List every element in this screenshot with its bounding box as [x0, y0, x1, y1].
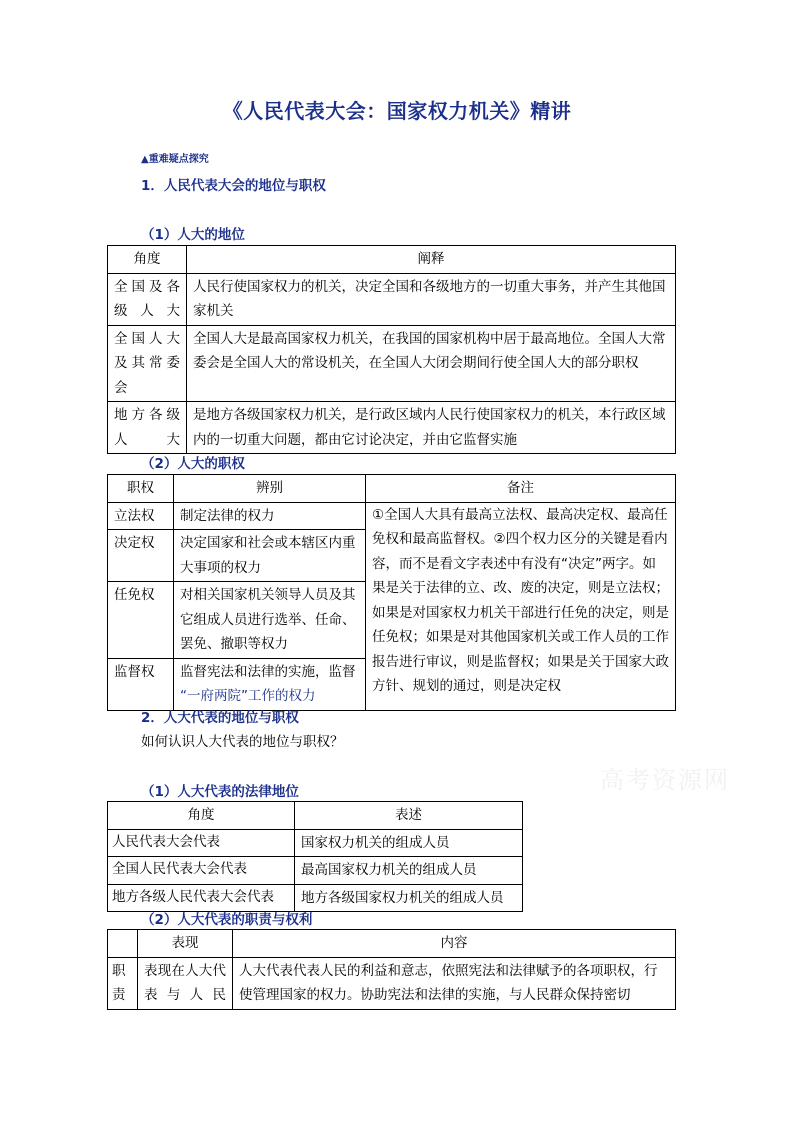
- table-cell: 地方各级国家权力机关的组成人员: [295, 884, 523, 912]
- table-deputy-duties: [107, 929, 676, 1010]
- table-header: 阐释: [187, 246, 676, 274]
- table-row: [108, 857, 523, 885]
- table-deputy-status: [107, 801, 523, 912]
- watermark: 高考资源网: [600, 766, 730, 794]
- table-cell: 表现在人大代表与人民: [138, 957, 233, 1009]
- table-row: [108, 502, 676, 530]
- table-header: 表现: [138, 930, 233, 958]
- table-cell: 全国人大及其常委会: [108, 325, 187, 402]
- table-cell: 全国人大是最高国家权力机关，在我国的国家机构中居于最高地位。全国人大常委会是全国人大的常设机关，在全国人大闭会期间行使全国人大的部分职权: [187, 325, 676, 402]
- table-cell: 监督权: [108, 658, 174, 710]
- table-row: [108, 325, 676, 402]
- table-header: 角度: [108, 246, 187, 274]
- power-desc-line-2: “一府两院”工作的权力: [180, 688, 316, 704]
- table-header: 表述: [295, 802, 523, 830]
- table-header: 职权: [108, 475, 174, 503]
- table-cell: [174, 658, 366, 710]
- table-cell: 最高国家权力机关的组成人员: [295, 857, 523, 885]
- table-cell: 对相关国家机关领导人员及其它组成人员进行选举、任命、罢免、撤职等权力: [174, 582, 366, 659]
- table-cell: 全国及各级人大: [108, 273, 187, 325]
- table-header: 辨别: [174, 475, 366, 503]
- table-header: [108, 930, 138, 958]
- table-npc-status: [107, 245, 676, 454]
- section-2-heading: 2．人大代表的地位与职权: [141, 710, 299, 726]
- section-1-heading: 1．人民代表大会的地位与职权: [141, 178, 326, 194]
- subsection-1-1-heading: （1）人大的地位: [141, 227, 245, 243]
- table-cell: 职责: [108, 957, 138, 1009]
- table-cell: 人大代表代表人民的利益和意志，依照宪法和法律赋予的各项职权，行使管理国家的权力。协助宪法和法律的实施，与人民群众保持密切: [233, 957, 676, 1009]
- section-marker: ▲重难疑点探究: [141, 154, 209, 165]
- table-row: [108, 957, 676, 1009]
- table-cell: 全国人民代表大会代表: [108, 857, 295, 885]
- table-row: [108, 829, 523, 857]
- subsection-1-2-heading: （2）人大的职权: [141, 456, 245, 472]
- table-cell: 任免权: [108, 582, 174, 659]
- section-2-question: 如何认识人大代表的地位与职权？: [141, 734, 344, 750]
- table-header: 内容: [233, 930, 676, 958]
- table-header: 备注: [366, 475, 676, 503]
- table-row: [108, 273, 676, 325]
- table-cell: 立法权: [108, 502, 174, 530]
- table-cell: 人民代表大会代表: [108, 829, 295, 857]
- table-npc-powers: [107, 474, 676, 711]
- powers-note-cell: [366, 502, 676, 710]
- powers-note: ①全国人大具有最高立法权、最高决定权、最高任免权和最高监督权。②四个权力区分的关键是看内容，而不是看文字表述中有没有“决定”两字。如果是关于法律的立、改、废的决定，则是立法权；如果是对国家权力机关干部进行任免的决定，则是任免权；如果是对其他国家机关或工作人员的工作报告进行审议，则是监督权；如果是关于国家大政方针、规划的通过，则是决定权: [372, 506, 669, 694]
- table-cell: 是地方各级国家权力机关，是行政区域内人民行使国家权力的机关，本行政区域内的一切重大问题，都由它讨论决定，并由它监督实施: [187, 402, 676, 454]
- table-cell: 地方各级人大: [108, 402, 187, 454]
- table-cell: 决定国家和社会或本辖区内重大事项的权力: [174, 530, 366, 582]
- table-cell: 人民行使国家权力的机关，决定全国和各级地方的一切重大事务，并产生其他国家机关: [187, 273, 676, 325]
- table-header: 角度: [108, 802, 295, 830]
- page-title: 《人民代表大会：国家权力机关》精讲: [222, 99, 572, 123]
- table-row: [108, 402, 676, 454]
- subsection-2-1-heading: （1）人大代表的法律地位: [141, 784, 299, 800]
- table-cell: 决定权: [108, 530, 174, 582]
- power-desc-line-1: 监督宪法和法律的实施，监督: [180, 663, 356, 680]
- subsection-2-2-heading: （2）人大代表的职责与权利: [141, 912, 313, 928]
- table-cell: 国家权力机关的组成人员: [295, 829, 523, 857]
- table-cell: 制定法律的权力: [174, 502, 366, 530]
- table-cell: 地方各级人民代表大会代表: [108, 884, 295, 912]
